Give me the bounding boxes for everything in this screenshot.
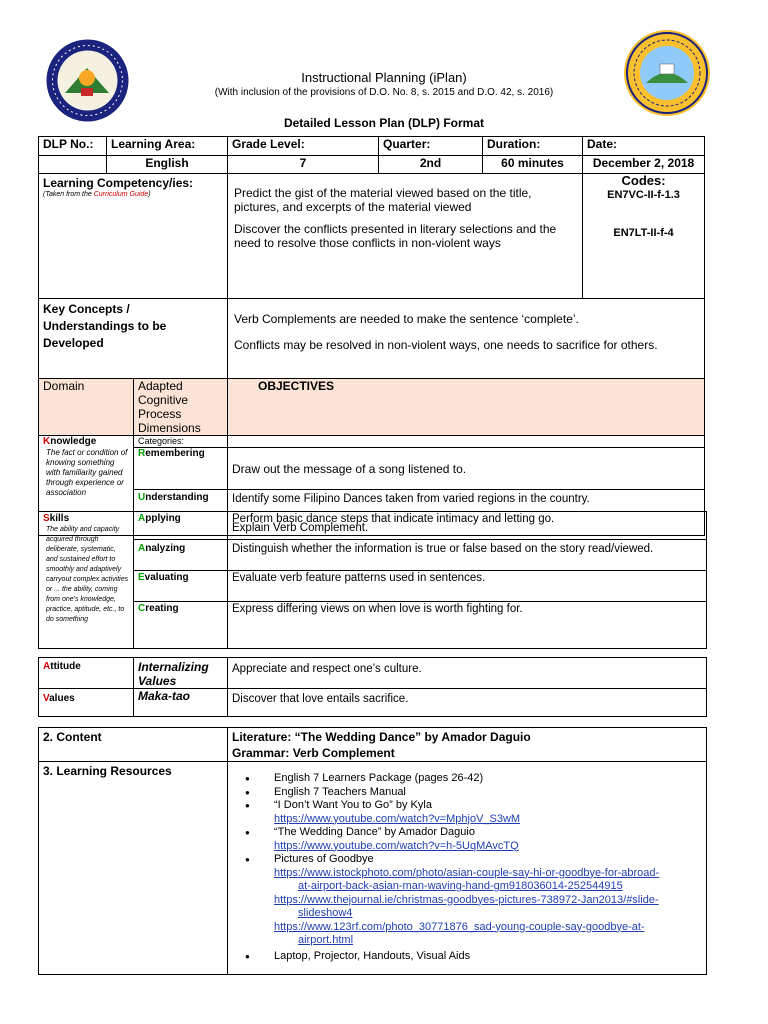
code-2: EN7LT-II-f-4 — [613, 227, 674, 239]
resource-link-istockphoto[interactable] — [274, 867, 659, 893]
attitude-label — [39, 658, 134, 689]
link-istock-part1: https://www.istockphoto.com/photo/asian-couple-say-hi-or-goodbye-for-abroad- — [274, 866, 660, 879]
content-label: 2. Content — [39, 728, 228, 762]
remembering-objective: Draw out the message of a song listened to. — [228, 448, 705, 490]
values-rest: alues — [49, 693, 75, 704]
resource-link-kyla[interactable]: https://www.youtube.com/watch?v=MphjoV_S3wM — [274, 812, 521, 825]
understanding-objective-2: Explain Verb Complement. — [232, 522, 369, 534]
values-label — [39, 689, 134, 717]
resource-link-row — [228, 813, 702, 827]
resource-link-wedding-dance[interactable]: https://www.youtube.com/watch?v=h-5UqMAvcTQ — [274, 839, 519, 852]
learning-area-value: English — [107, 156, 228, 174]
attitude-objective: Appreciate and respect one’s culture. — [228, 658, 707, 689]
resource-link-row — [228, 840, 702, 854]
grade-level-value: 7 — [228, 156, 379, 174]
dlp-title: Detailed Lesson Plan (DLP) Format — [283, 116, 485, 130]
analyzing-rest: nalyzing — [145, 543, 186, 554]
knowledge-rest: nowledge — [50, 436, 97, 447]
applying-initial: A — [138, 513, 146, 524]
attitude-dimension: Internalizing Values — [134, 658, 228, 689]
skills-desc: The ability and capacity acquired through deliberate, systematic, and sustained effort to smoothly and adaptively carryout complex activities or ... the ability, coming from one's knowledge, practice, aptitude, etc., to do something — [46, 526, 129, 623]
link-journal-part2: slideshow4 — [298, 907, 353, 919]
knowledge-label — [43, 436, 129, 448]
understanding-objective-1: Identify some Filipino Dances taken from varied regions in the country. — [232, 493, 590, 505]
competency-text-cell — [228, 174, 583, 299]
resource-item: ● Laptop, Projector, Handouts, Visual Aids — [228, 950, 702, 964]
competency-text-1: Predict the gist of the material viewed based on the title, pictures, and excerpts of the material viewed — [234, 186, 532, 214]
values-initial: V — [43, 693, 50, 704]
date-value: December 2, 2018 — [583, 156, 705, 174]
creating-label — [134, 602, 228, 649]
attitude-values-table — [38, 657, 707, 717]
resource-link-123rf[interactable] — [274, 921, 645, 947]
skills-rest: kills — [49, 513, 70, 524]
understanding-initial: U — [138, 492, 146, 503]
competency-label: Learning Competency/ies: — [43, 176, 194, 190]
key-concepts-label: Key Concepts / Understandings to be Developed — [39, 299, 228, 379]
dlp-no-label: DLP No.: — [39, 137, 107, 156]
resource-link-row — [228, 867, 702, 894]
competency-label-cell — [39, 174, 228, 299]
categories-label: Categories: — [134, 436, 228, 448]
competency-note-post: ) — [148, 191, 151, 198]
values-dimension: Maka-tao — [134, 689, 228, 717]
skills-label — [43, 513, 129, 525]
learning-area-label: Learning Area: — [107, 137, 228, 156]
remembering-initial: R — [138, 448, 146, 459]
understanding-rest: nderstanding — [145, 492, 209, 503]
analyzing-label — [134, 540, 228, 571]
link-journal-part1: https://www.thejournal.ie/christmas-goodbyes-pictures-738972-Jan2013/#slide- — [274, 893, 659, 906]
categories-objective — [228, 436, 705, 448]
resources-list — [228, 772, 702, 963]
creating-rest: reating — [145, 603, 179, 614]
key-concept-2: Conflicts may be resolved in non-violent ways, one needs to sacrifice for others. — [234, 338, 658, 352]
analyzing-objective: Distinguish whether the information is true or false based on the story read/viewed. — [228, 540, 707, 571]
applying-objective: Perform basic dance steps that indicate intimacy and letting go. — [228, 512, 707, 540]
competency-note-pre: (Taken from the — [43, 191, 94, 198]
key-concepts-cell — [228, 299, 705, 379]
competency-text-2: Discover the conflicts presented in literary selections and the need to resolve those conflicts in non-violent ways — [234, 222, 557, 250]
codes-cell — [583, 174, 705, 299]
content-resources-table — [38, 727, 707, 975]
domain-label: Domain — [39, 379, 134, 436]
attitude-rest: ttitude — [50, 661, 81, 672]
evaluating-rest: valuating — [144, 572, 189, 583]
dlp-main-table — [38, 136, 705, 536]
values-objective: Discover that love entails sacrifice. — [228, 689, 707, 717]
remembering-rest: emembering — [145, 448, 205, 459]
resource-item: ● English 7 Learners Package (pages 26-42) — [228, 772, 702, 786]
grade-level-label: Grade Level: — [228, 137, 379, 156]
quarter-value: 2nd — [379, 156, 483, 174]
resource-link-row — [228, 894, 702, 921]
competency-note — [43, 190, 223, 199]
dimensions-label: Adapted Cognitive Process Dimensions — [134, 379, 228, 436]
creating-objective: Express differing views on when love is worth fighting for. — [228, 602, 707, 649]
resources-cell — [228, 762, 707, 975]
knowledge-initial: K — [43, 436, 51, 447]
skills-initial: S — [43, 513, 50, 524]
link-123rf-part2: airport.html — [298, 934, 354, 946]
dlp-no-value — [39, 156, 107, 174]
skills-cell — [39, 512, 134, 649]
resource-item: ● Pictures of Goodbye — [228, 853, 702, 867]
skills-table — [38, 511, 707, 649]
evaluating-initial: E — [138, 572, 145, 583]
codes-label: Codes: — [621, 173, 666, 188]
duration-value: 60 minutes — [483, 156, 583, 174]
link-123rf-part1: https://www.123rf.com/photo_30771876_sad-young-couple-say-goodbye-at- — [274, 920, 645, 933]
content-cell — [228, 728, 707, 762]
iplan-title: Instructional Planning (iPlan) — [301, 70, 467, 85]
resource-link-row — [228, 921, 702, 948]
evaluating-label — [134, 571, 228, 602]
resource-item: ● English 7 Teachers Manual — [228, 786, 702, 800]
curriculum-guide-link: Curriculum Guide — [93, 191, 149, 198]
duration-label: Duration: — [483, 137, 583, 156]
evaluating-objective: Evaluate verb feature patterns used in sentences. — [228, 571, 707, 602]
analyzing-initial: A — [138, 543, 146, 554]
resources-label: 3. Learning Resources — [39, 762, 228, 975]
creating-initial: C — [138, 603, 146, 614]
content-grammar: Grammar: Verb Complement — [232, 746, 395, 760]
applying-rest: pplying — [145, 513, 181, 524]
iplan-subtitle: (With inclusion of the provisions of D.O. No. 8, s. 2015 and D.O. 42, s. 2016) — [214, 87, 554, 98]
remembering-label — [134, 448, 228, 490]
date-label: Date: — [583, 137, 705, 156]
resource-item: ● “The Wedding Dance” by Amador Daguio — [228, 826, 702, 840]
knowledge-desc: The fact or condition of knowing something with familiarity gained through experience or association — [46, 448, 128, 497]
resource-link-thejournal[interactable] — [274, 894, 659, 920]
attitude-initial: A — [43, 661, 51, 672]
resource-item: ● “I Don’t Want You to Go” by Kyla — [228, 799, 702, 813]
quarter-label: Quarter: — [379, 137, 483, 156]
key-concept-1: Verb Complements are needed to make the sentence ‘complete’. — [234, 312, 579, 326]
content-literature: Literature: “The Wedding Dance” by Amador Daguio — [232, 730, 531, 744]
code-1: EN7VC-II-f-1.3 — [607, 189, 680, 201]
applying-label — [134, 512, 228, 540]
link-istock-part2: at-airport-back-asian-man-waving-hand-gm918036014-252544915 — [298, 880, 623, 892]
objectives-label: OBJECTIVES — [228, 379, 705, 436]
